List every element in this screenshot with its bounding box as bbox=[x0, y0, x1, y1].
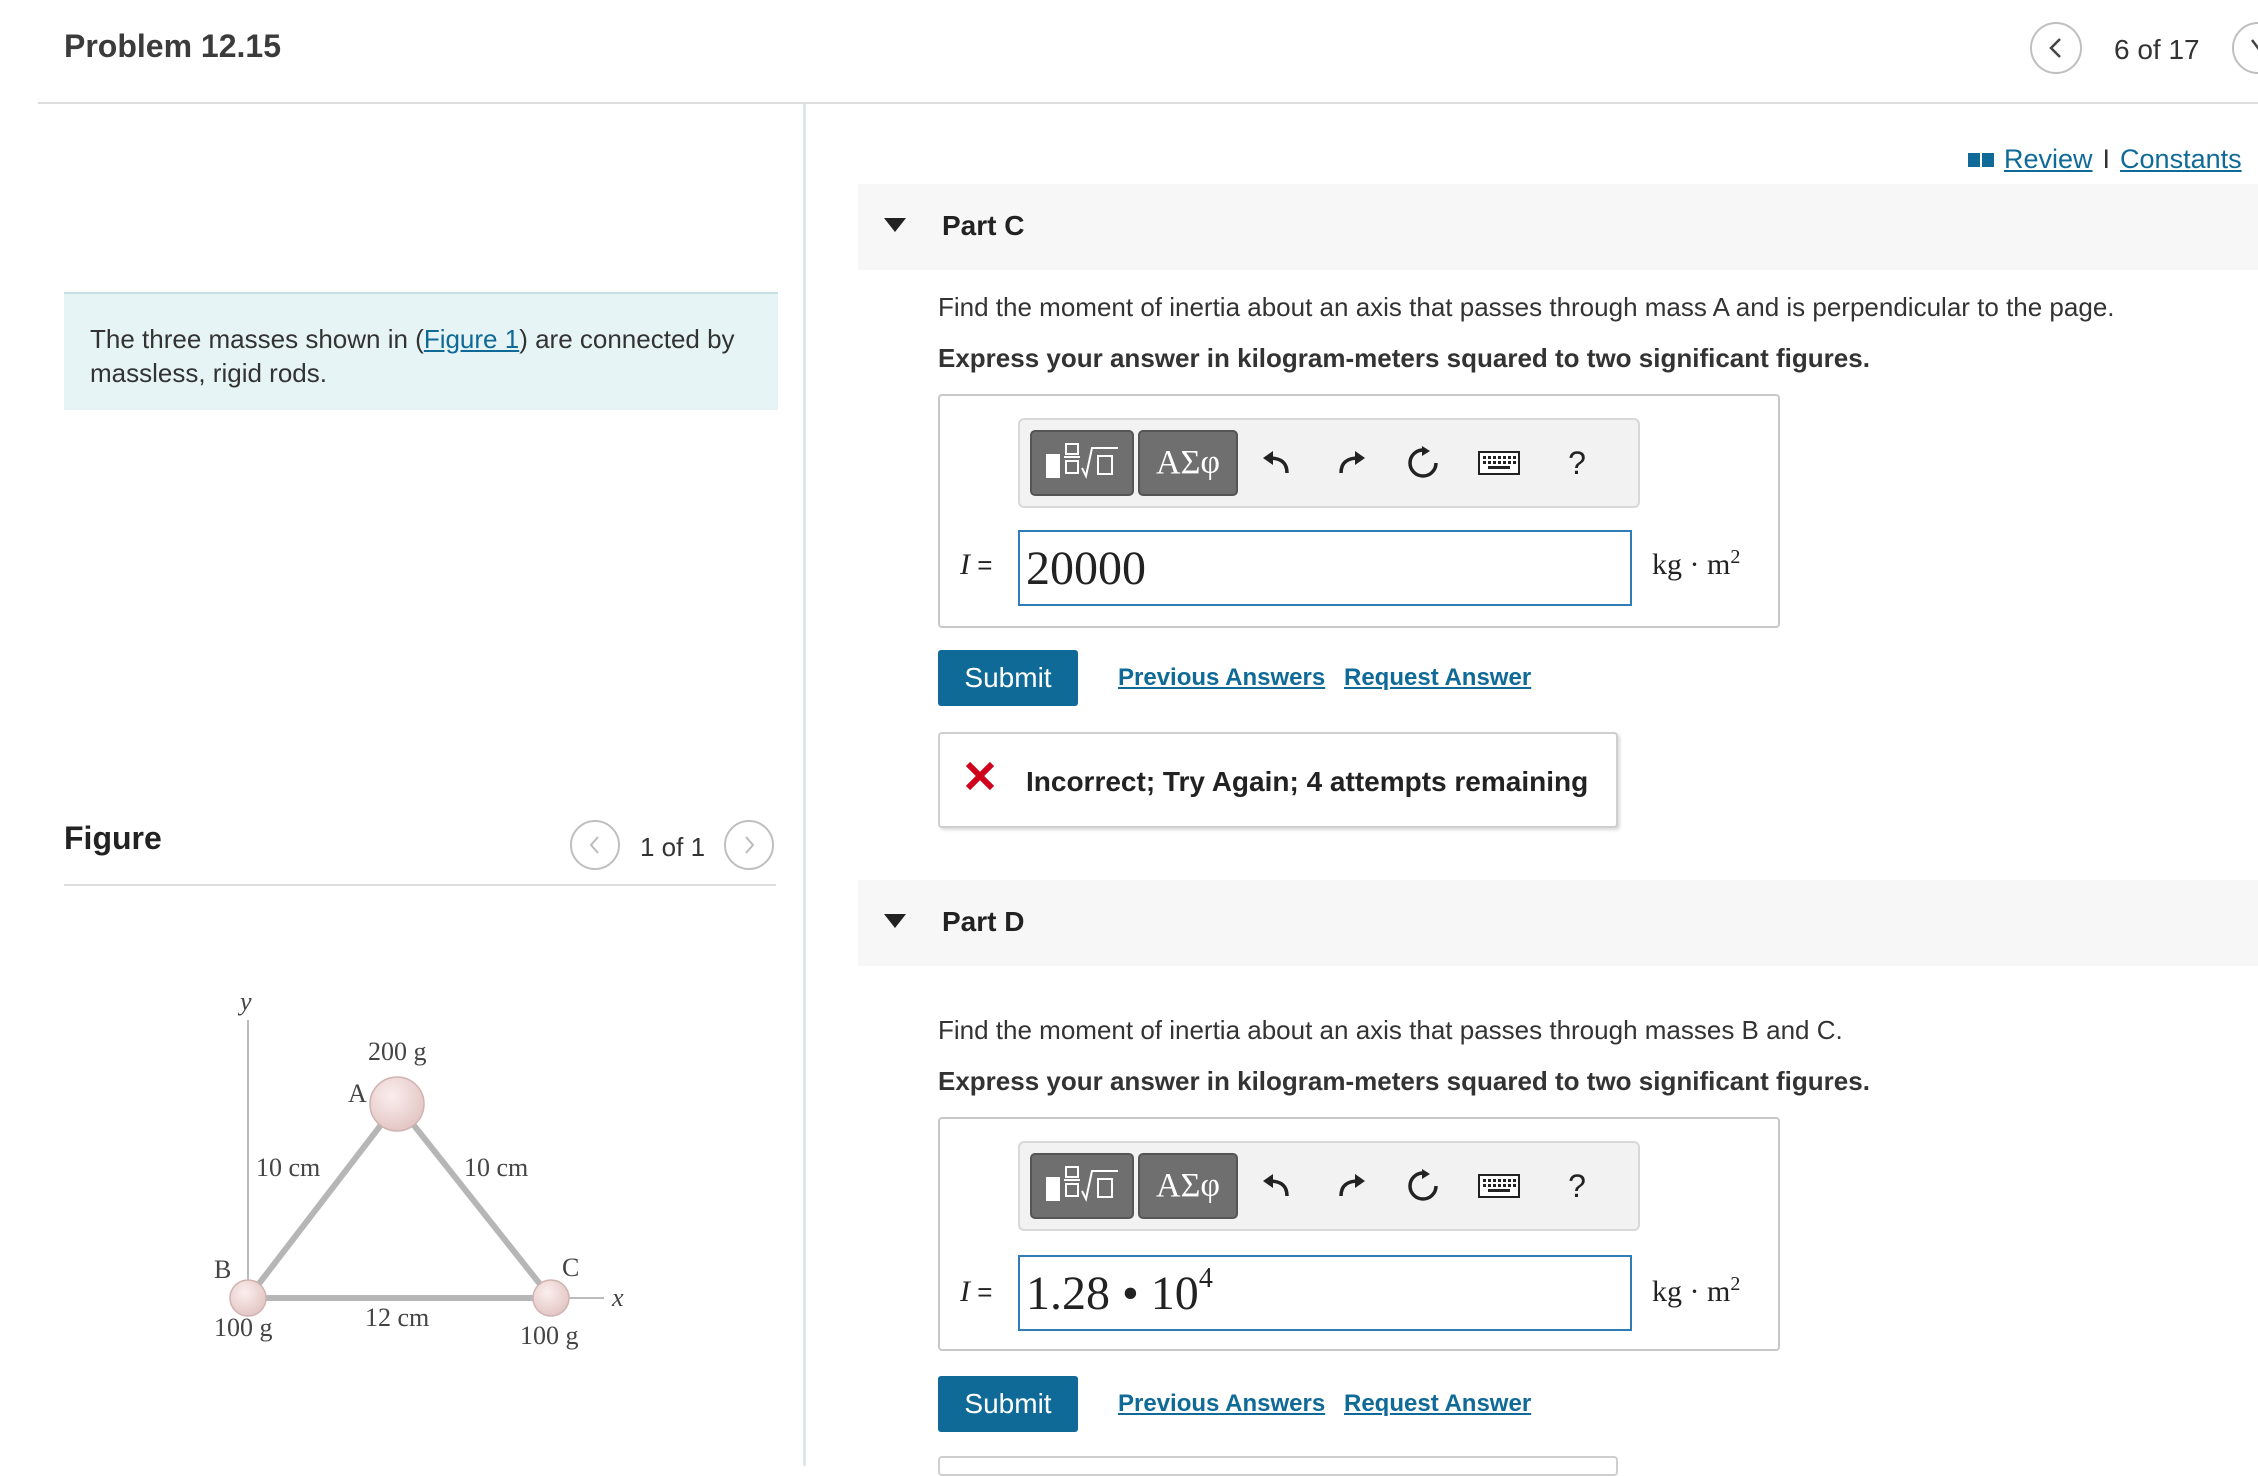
reset-icon[interactable] bbox=[1402, 442, 1444, 484]
part-c-question: Find the moment of inertia about an axis that passes through mass A and is perpendicular to the page. bbox=[938, 292, 2115, 322]
previous-problem-button[interactable] bbox=[2030, 22, 2082, 74]
part-c-previous-answers-link[interactable]: Previous Answers bbox=[1118, 664, 1326, 691]
math-toolbar bbox=[1018, 418, 1640, 508]
math-toolbar bbox=[1018, 1141, 1640, 1231]
part-c-answer-box bbox=[938, 394, 1780, 628]
rod-ab bbox=[248, 1104, 397, 1298]
part-c-request-answer-link[interactable]: Request Answer bbox=[1344, 664, 1532, 691]
help-button[interactable]: ? bbox=[1568, 1167, 1586, 1204]
templates-button[interactable] bbox=[1030, 1153, 1134, 1219]
figure-heading: Figure bbox=[64, 820, 162, 856]
part-d-request-answer-link[interactable]: Request Answer bbox=[1344, 1390, 1532, 1417]
chevron-left-icon bbox=[586, 834, 604, 856]
part-d-title: Part D bbox=[942, 906, 1025, 937]
mass-a bbox=[370, 1077, 424, 1131]
mass-a-value-label: 200 g bbox=[368, 1037, 427, 1066]
chevron-right-icon bbox=[740, 834, 758, 856]
part-d-header[interactable] bbox=[858, 880, 2258, 966]
mass-a-name-label: A bbox=[348, 1079, 367, 1108]
part-c-submit-button[interactable]: Submit bbox=[938, 650, 1078, 706]
figure-next-button[interactable] bbox=[724, 820, 774, 870]
mass-b-value-label: 100 g bbox=[214, 1313, 273, 1342]
keyboard-icon[interactable] bbox=[1474, 442, 1524, 484]
mass-triangle-figure bbox=[190, 980, 660, 1380]
mass-c-name-label: C bbox=[562, 1253, 580, 1282]
part-c-feedback bbox=[938, 732, 1618, 828]
part-d-question: Find the moment of inertia about an axis that passes through masses B and C. bbox=[938, 1015, 1843, 1045]
part-d-instruction: Express your answer in kilogram-meters squared to two significant figures. bbox=[938, 1066, 1870, 1096]
redo-icon[interactable] bbox=[1330, 442, 1372, 484]
links-separator: I bbox=[2102, 144, 2111, 174]
mass-b-name-label: B bbox=[214, 1255, 232, 1284]
problem-page-count: 6 of 17 bbox=[2114, 34, 2200, 65]
mass-c bbox=[533, 1280, 569, 1316]
y-axis-label: y bbox=[240, 987, 252, 1016]
answer-unit: kg · $m^2$ bbox=[1652, 546, 1741, 581]
review-link[interactable]: Review bbox=[2004, 144, 2093, 174]
collapse-triangle-icon[interactable] bbox=[884, 914, 906, 928]
bottom-rod-length-label: 12 cm bbox=[365, 1303, 430, 1332]
part-d-submit-button[interactable]: Submit bbox=[938, 1376, 1078, 1432]
feedback-message: Incorrect; Try Again; 4 attempts remaining bbox=[1026, 766, 1589, 797]
figure-link[interactable]: Figure 1 bbox=[423, 324, 520, 354]
header-divider bbox=[38, 102, 2258, 104]
rod-ac bbox=[397, 1104, 551, 1298]
variable-label: I = bbox=[960, 1275, 993, 1308]
reset-icon[interactable] bbox=[1402, 1165, 1444, 1207]
book-icon bbox=[1968, 151, 1994, 169]
figure-divider bbox=[64, 884, 776, 886]
variable-label: I = bbox=[960, 548, 993, 581]
part-c-title: Part C bbox=[942, 210, 1025, 241]
keyboard-icon[interactable] bbox=[1474, 1165, 1524, 1207]
left-rod-length-label: 10 cm bbox=[256, 1153, 321, 1182]
part-c-answer-input[interactable]: 20000 bbox=[1018, 530, 1632, 606]
right-rod-length-label: 10 cm bbox=[464, 1153, 529, 1182]
figure-previous-button[interactable] bbox=[570, 820, 620, 870]
answer-unit: kg · $m^2$ bbox=[1652, 1273, 1741, 1308]
part-d-previous-answers-link[interactable]: Previous Answers bbox=[1118, 1390, 1326, 1417]
redo-icon[interactable] bbox=[1330, 1165, 1372, 1207]
mass-b bbox=[230, 1280, 266, 1316]
mass-c-value-label: 100 g bbox=[520, 1321, 579, 1350]
part-c-header[interactable] bbox=[858, 184, 2258, 270]
help-button[interactable]: ? bbox=[1568, 444, 1586, 481]
undo-icon[interactable] bbox=[1256, 442, 1298, 484]
greek-symbols-button[interactable]: ΑΣφ bbox=[1138, 1153, 1238, 1219]
part-c-instruction: Express your answer in kilogram-meters squared to two significant figures. bbox=[938, 343, 1870, 373]
chevron-left-icon bbox=[2046, 36, 2066, 60]
greek-symbols-button[interactable]: ΑΣφ bbox=[1138, 430, 1238, 496]
figure-count: 1 of 1 bbox=[640, 832, 706, 862]
review-constants-links bbox=[1968, 144, 2242, 175]
error-x-icon bbox=[964, 760, 996, 792]
x-axis-label: x bbox=[612, 1283, 624, 1312]
templates-button[interactable] bbox=[1030, 430, 1134, 496]
next-problem-button[interactable] bbox=[2232, 22, 2258, 74]
collapse-triangle-icon[interactable] bbox=[884, 218, 906, 232]
problem-intro-text: The three masses shown in (Figure 1) are connected by massless, rigid rods. bbox=[90, 324, 735, 388]
constants-link[interactable]: Constants bbox=[2120, 144, 2242, 174]
part-d-answer-input[interactable]: 1.28 • 10 $^4$ bbox=[1018, 1255, 1632, 1331]
fraction-sqrt-icon bbox=[1040, 440, 1124, 486]
part-d-answer-box bbox=[938, 1117, 1780, 1351]
problem-intro-box bbox=[64, 292, 778, 410]
part-d-feedback-box bbox=[938, 1456, 1618, 1476]
problem-title: Problem 12.15 bbox=[64, 28, 281, 64]
undo-icon[interactable] bbox=[1256, 1165, 1298, 1207]
column-divider[interactable] bbox=[803, 104, 806, 1466]
close-icon bbox=[2248, 36, 2258, 60]
fraction-sqrt-icon bbox=[1040, 1163, 1124, 1209]
